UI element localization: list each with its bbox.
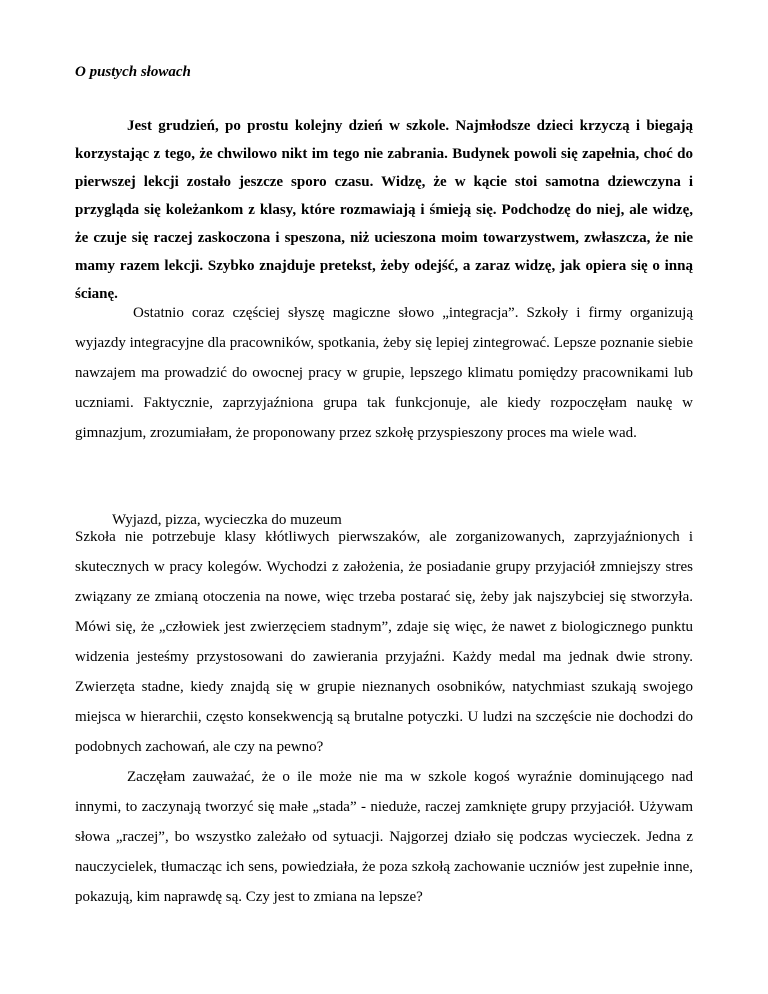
section-body <box>75 522 693 912</box>
document-title: O pustych słowach <box>75 64 191 80</box>
paragraph-herds: Zaczęłam zauważać, że o ile może nie ma w szkole kogoś wyraźnie dominującego nad innymi, to zaczynają tworzyć się małe „stada” - nieduże, raczej zamknięte grupy przyjaciół. Używam słowa „raczej”, bo wszystko zależało od sytuacji. Najgorzej działo się podczas wycieczek. Jedna z nauczycielek, tłumacząc ich sens, powiedziała, że poza szkołą zachowanie uczniów jest zupełnie inne, pokazują, kim naprawdę są. Czy jest to zmiana na lepsze? <box>75 769 693 905</box>
section-subheading: Wyjazd, pizza, wycieczka do muzeum <box>112 512 342 528</box>
paragraph-school: Szkoła nie potrzebuje klasy kłótliwych pierwszaków, ale zorganizowanych, zaprzyjaźnionych i skutecznych w pracy kolegów. Wychodzi z założenia, że posiadanie grupy przyjaciół zmniejszy stres związany ze zmianą otoczenia na nowe, więc trzeba postarać się, żeby jak najszybciej się stworzyła. Mówi się, że „człowiek jest zwierzęciem stadnym”, zdaje się więc, że nawet z biologicznego punktu widzenia jesteśmy przystosowani do zawierania przyjaźni. Każdy medal ma jednak dwie strony. Zwierzęta stadne, kiedy znajdą się w grupie nieznanych osobników, natychmiast szukają swojego miejsca w hierarchii, często konsekwencją są brutalne potyczki. U ludzi na szczęście nie dochodzi do podobnych zachowań, ale czy na pewno? <box>75 529 693 755</box>
paragraph-integration: Ostatnio coraz częściej słyszę magiczne słowo „integracja”. Szkoły i firmy organizują wyjazdy integracyjne dla pracowników, spotkania, żeby się lepiej zintegrować. Lepsze poznanie siebie nawzajem ma prowadzić do owocnej pracy w grupie, lepszego klimatu pomiędzy pracownikami lub uczniami. Faktycznie, zaprzyjaźniona grupa tak funkcjonuje, ale kiedy rozpoczęłam naukę w gimnazjum, zrozumiałam, że proponowany przez szkołę przyspieszony proces ma wiele wad. <box>75 305 693 441</box>
paragraph-intro: Jest grudzień, po prostu kolejny dzień w szkole. Najmłodsze dzieci krzyczą i biegają korzystając z tego, że chwilowo nikt im tego nie zabrania. Budynek powoli się zapełnia, choć do pierwszej lekcji zostało jeszcze sporo czasu. Widzę, że w kącie stoi samotna dziewczyna i przygląda się koleżankom z klasy, które rozmawiają i śmieją się. Podchodzę do niej, ale widzę, że czuje się raczej zaskoczona i speszona, niż ucieszona moim towarzystwem, zwłaszcza, że nie mamy razem lekcji. Szybko znajduje pretekst, żeby odejść, a zaraz widzę, jak opiera się o inną ścianę. <box>75 118 693 302</box>
